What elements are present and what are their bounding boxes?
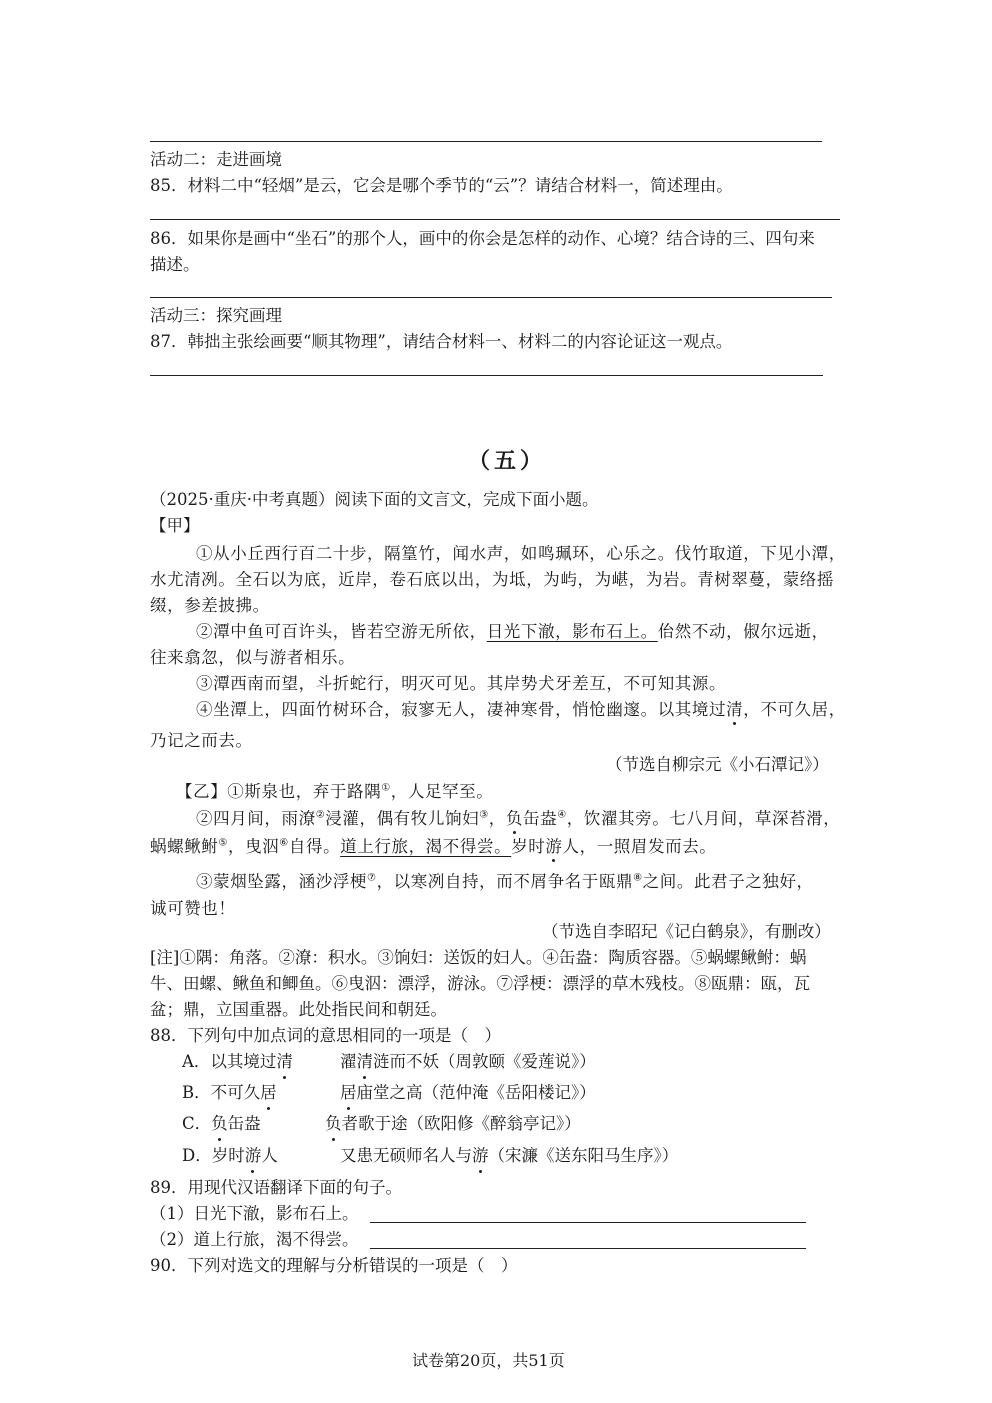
dotted-char: 游 (545, 833, 562, 857)
passage-jia-p2-line2: 往来翕忽，似与游者相乐。 (150, 648, 356, 667)
passage-yi-p3-line1: ③蒙烟坠露，涵沙浮梗⑦，以寒冽自持，而不屑争名于瓯鼎⑧之间。此君子之独好， (196, 872, 814, 891)
dotted-char: 负 (211, 1112, 228, 1136)
option-a: A．以其境过清 (182, 1050, 293, 1074)
passage-jia-p1-line3: 缀，参差披拂。 (150, 596, 270, 615)
passage-jia-p2-line1: ②潭中鱼可百许头，皆若空游无所依，日光下澈，影布石上。佁然不动，俶尔远逝， (196, 622, 829, 641)
section-intro: （2025·重庆·中考真题）阅读下面的文言文，完成下面小题。 (150, 490, 599, 509)
notes-line3: 盆；鼎，立国重器。此处指民间和朝廷。 (150, 1000, 447, 1019)
question-88: 88．下列句中加点词的意思相同的一项是（ ） (150, 1026, 501, 1045)
notes-line2: 牛、田螺、鳅鱼和鲫鱼。⑥曳泅：漂浮，游泳。⑦浮梗：漂浮的草木残枝。⑧瓯鼎：瓯，瓦 (150, 974, 810, 993)
answer-line (150, 219, 840, 220)
dotted-char: 负 (325, 1112, 342, 1136)
passage-yi-p1: 【乙】①斯泉也，弃于路隅①，人足罕至。 (176, 782, 494, 801)
question-89-item1: （1）日光下澈，影布石上。 (150, 1204, 359, 1223)
question-86-line1: 86．如果你是画中“坐石”的那个人，画中的你会是怎样的动作、心境？结合诗的三、四句来 (150, 229, 815, 248)
passage-jia-p1-line2: 水尤清冽。全石以为底，近岸，卷石底以出，为坻，为屿，为嵁，为岩。青树翠蔓，蒙络摇 (150, 570, 834, 589)
option-d: D．岁时游人 (182, 1144, 278, 1168)
answer-line (150, 141, 822, 142)
question-89: 89．用现代汉语翻译下面的句子。 (150, 1178, 402, 1197)
dotted-char: 负 (506, 805, 523, 829)
notes-line1: [注]①隅：角落。②潦：积水。③饷妇：送饭的妇人。④缶盎：陶质容器。⑤蜗螺鳅鲋：蜗 (150, 948, 807, 967)
option-c-compare: 负者歌于途（欧阳修《醉翁亭记》） (325, 1112, 581, 1136)
option-b-compare: 居庙堂之高（范仲淹《岳阳楼记》） (340, 1081, 596, 1105)
dotted-char: 居 (340, 1081, 357, 1105)
question-89-item2: （2）道上行旅，渴不得尝。 (150, 1230, 359, 1249)
section-title: （五） (468, 448, 547, 474)
passage-jia-p4-line2: 乃记之而去。 (150, 731, 253, 750)
question-87: 87．韩拙主张绘画要“顺其物理”，请结合材料一、材料二的内容论证这一观点。 (150, 332, 733, 351)
dotted-char: 游 (472, 1144, 489, 1168)
passage-yi-p2-line1: ②四月间，雨潦②浸灌，偶有牧儿饷妇③，负缶盎④，饮濯其旁。七八月间，草深苔滑， (196, 805, 840, 829)
dotted-char: 居 (260, 1081, 277, 1105)
passage-jia-p3: ③潭西南而望，斗折蛇行，明灭可见。其岸势犬牙差互，不可知其源。 (196, 674, 727, 693)
passage-jia-source: （节选自柳宗元《小石潭记》） (606, 755, 829, 774)
passage-yi-p2-line2: 蜗螺鳅鲋⑤，曳泅⑥自得。道上行旅，渴不得尝。岁时游人，一照眉发而去。 (150, 833, 716, 857)
option-c: C．负缶盎 (182, 1112, 261, 1136)
option-a-compare: 濯清涟而不妖（周敦颐《爱莲说》） (340, 1050, 596, 1074)
underlined-sentence: 日光下澈，影布石上。 (486, 622, 658, 641)
activity-three-heading: 活动三：探究画理 (150, 306, 282, 325)
dotted-char: 清 (276, 1050, 293, 1074)
dotted-char: 清 (357, 1050, 374, 1074)
passage-jia-p1-line1: ①从小丘西行百二十步，隔篁竹，闻水声，如鸣珮环，心乐之。伐竹取道，下见小潭， (196, 544, 846, 563)
answer-line (370, 1222, 806, 1223)
activity-two-heading: 活动二：走进画境 (150, 150, 282, 169)
question-86-line2: 描述。 (150, 255, 200, 274)
passage-jia-label: 【甲】 (150, 516, 200, 535)
question-90: 90．下列对选文的理解与分析错误的一项是（ ） (150, 1256, 518, 1275)
passage-yi-p3-line2: 诚可赞也！ (150, 899, 236, 918)
answer-line (150, 375, 823, 376)
page-footer: 试卷第20页，共51页 (412, 1351, 565, 1370)
dotted-char: 清 (726, 696, 743, 720)
passage-jia-p4-line1: ④坐潭上，四面竹树环合，寂寥无人，凄神寒骨，悄怆幽邃。以其境过清，不可久居， (196, 696, 846, 720)
underlined-sentence: 道上行旅，渴不得尝。 (340, 837, 512, 856)
dotted-char: 游 (245, 1144, 262, 1168)
passage-yi-source: （节选自李昭玘《记白鹤泉》，有删改） (542, 922, 831, 941)
question-85: 85．材料二中“轻烟”是云，它会是哪个季节的“云”？请结合材料一，简述理由。 (150, 176, 733, 195)
option-b: B．不可久居 (182, 1081, 277, 1105)
answer-line (150, 297, 832, 298)
answer-line (370, 1248, 806, 1249)
option-d-compare: 又患无硕师名人与游（宋濂《送东阳马生序》） (340, 1144, 678, 1168)
